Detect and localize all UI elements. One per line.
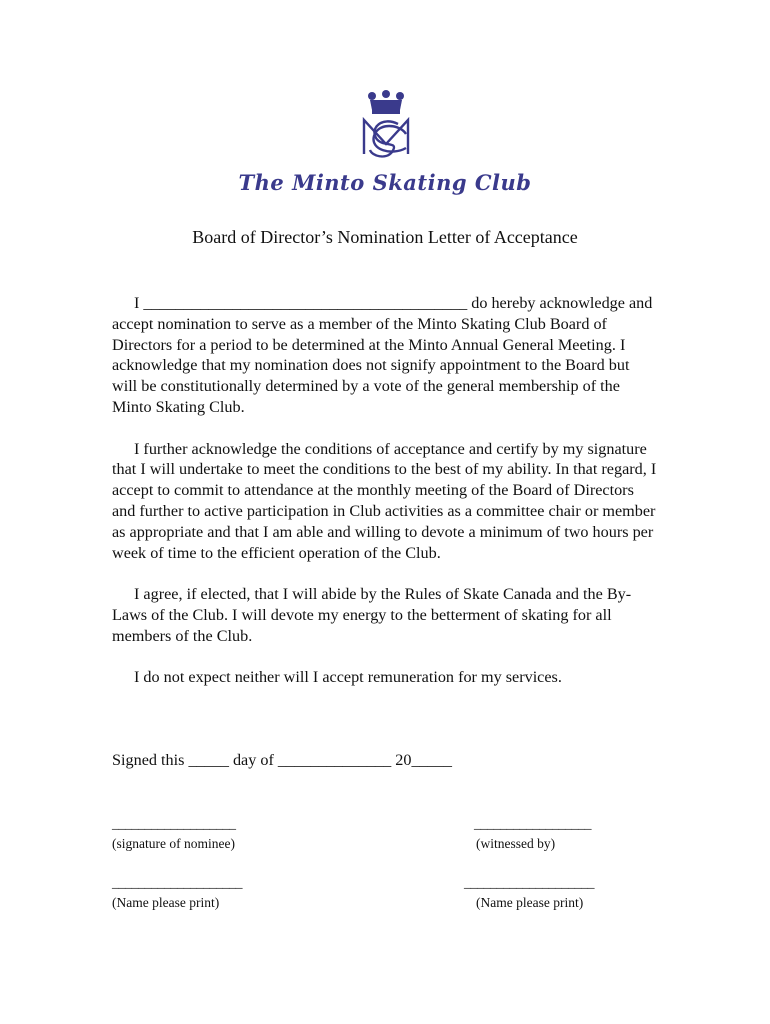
nominee-signature-line: ___________________ (112, 817, 236, 832)
document-title: Board of Director’s Nomination Letter of Acceptance (192, 227, 578, 247)
witness-name-line: ____________________ (464, 876, 594, 891)
witness-signature-label: (witnessed by) (476, 836, 556, 851)
paragraph-conditions: I further acknowledge the conditions of acceptance and certify by my signature that I will undertake to meet the conditions to the best of my ability. In that regard, I accept to commit to attendance at the monthly meeting of the Board of Directors and further to active participation in Club activities as a committee chair or member as appropriate and that I am able and willing to devote a minimum of two hours per week of time to the efficient operation of the Club. (112, 439, 657, 562)
paragraph-remuneration: I do not expect neither will I accept remuneration for my services. (134, 668, 562, 687)
nominee-signature-label: (signature of nominee) (112, 836, 235, 851)
nominee-name-line: ____________________ (112, 876, 242, 891)
paragraph-rules: I agree, if elected, that I will abide by the Rules of Skate Canada and the By-Laws of the Club. I will devote my energy to the betterment of skating for all members of the Club. (112, 585, 632, 645)
witness-signature-line: __________________ (474, 817, 591, 832)
nominee-name-label: (Name please print) (112, 895, 220, 910)
signed-date-line: Signed this _____ day of ______________ 20_____ (112, 751, 452, 769)
club-logo (348, 90, 424, 162)
club-name: The Minto Skating Club (238, 170, 532, 195)
paragraph-nomination: I ________________________________________ do hereby acknowledge and accept nomination to serve as a member of the Minto Skating Club Board of Directors for a period to be determined at the Minto Annual General Meeting. I acknowledge that my nomination does not signify appointment to the Board but will be constitutionally determined by a vote of the general membership of the Minto Skating Club. (112, 294, 653, 416)
letter-body (112, 293, 657, 709)
witness-name-label: (Name please print) (476, 895, 584, 910)
